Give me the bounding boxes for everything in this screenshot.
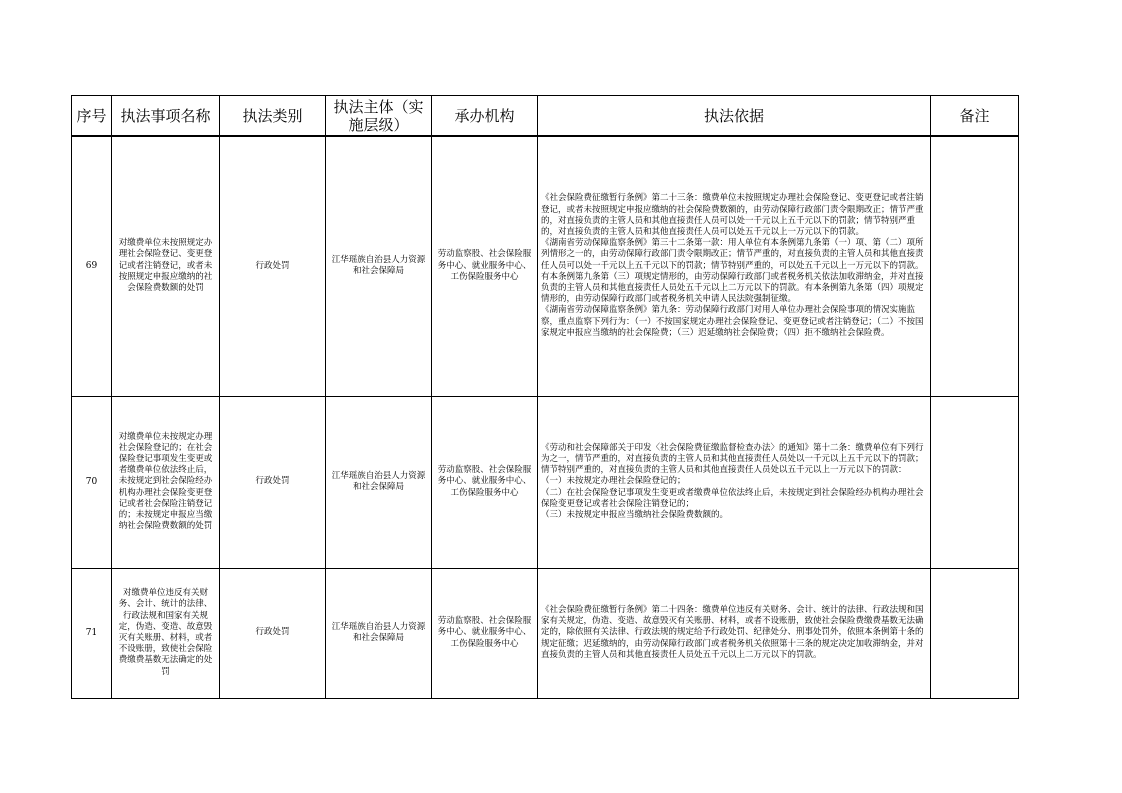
table-row — [72, 568, 1019, 698]
row-basis — [538, 568, 931, 698]
row-remarks — [931, 136, 1019, 396]
row-seq: 69 — [72, 136, 112, 396]
basis-paragraph: 《社会保险费征缴暂行条例》第二十四条：缴费单位违反有关财务、会计、统计的法律、行政法规和国家有关规定，伪造、变造、故意毁灭有关账册、材料，或者不设账册，致使社会保险费缴费基数无法确定的，除依照有关法律、行政法规的规定给予行政处罚、纪律处分、刑事处罚外，依照本条例第十条的规定征缴；迟延缴纳的，由劳动保障行政部门或者税务机关依照第十三条的规定决定加收滞纳金，并对直接负责的主管人员和其他直接责任人员处五千元以上二万元以下的罚款。 — [541, 604, 924, 660]
header-seq: 序号 — [72, 96, 112, 137]
row-subject: 江华瑶族自治县人力资源和社会保障局 — [326, 568, 432, 698]
row-seq: 71 — [72, 568, 112, 698]
header-category: 执法类别 — [220, 96, 326, 137]
row-category: 行政处罚 — [220, 568, 326, 698]
basis-paragraph: 《湖南省劳动保障监察条例》第九条：劳动保障行政部门对用人单位办理社会保险事项的情况实施监察，重点监察下列行为：（一）不按国家规定办理社会保险登记、变更登记或者注销登记；（二）不按国家规定申报应当缴纳的社会保险费；（三）迟延缴纳社会保险费；（四）拒不缴纳社会保险费。 — [541, 305, 924, 338]
header-name: 执法事项名称 — [112, 96, 220, 137]
row-agency: 劳动监察股、社会保险服务中心、就业服务中心、工伤保险服务中心 — [432, 136, 538, 396]
row-category: 行政处罚 — [220, 396, 326, 568]
basis-paragraph: 《湖南省劳动保障监察条例》第三十二条第一款：用人单位有本条例第九条第（一）项、第（二）项所列情形之一的，由劳动保障行政部门责令限期改正；情节严重的，对直接负责的主管人员和其他直接责任人员可以处一千元以上五千元以下的罚款；情节特别严重的，可以处五千元以上一万元以下的罚款。有本条例第九条第（三）项规定情形的，由劳动保障行政部门或者税务机关依法加收滞纳金，并对直接负责的主管人员和其他直接责任人员处五千元以上二万元以下的罚款。有本条例第九条第（四）项规定情形的，由劳动保障行政部门或者税务机关申请人民法院强制征缴。 — [541, 238, 924, 305]
table-row — [72, 396, 1019, 568]
row-item-name: 对缴费单位未按规定办理社会保险登记的；在社会保险登记事项发生变更或者缴费单位依法终止后，未按规定到社会保险经办机构办理社会保险变更登记或者社会保险注销登记的；未按规定申报应当缴纳社会保险费数额的处罚 — [112, 396, 220, 568]
table-header-row — [72, 96, 1019, 137]
row-seq: 70 — [72, 396, 112, 568]
row-item-name: 对缴费单位违反有关财务、会计、统计的法律、行政法规和国家有关规定，伪造、变造、故意毁灭有关账册、材料，或者不设账册，致使社会保险费缴费基数无法确定的处罚 — [112, 568, 220, 698]
row-agency: 劳动监察股、社会保险服务中心、就业服务中心、工伤保险服务中心 — [432, 568, 538, 698]
basis-paragraph: 《社会保险费征缴暂行条例》第二十三条：缴费单位未按照规定办理社会保险登记、变更登记或者注销登记，或者未按照规定申报应缴纳的社会保险费数额的，由劳动保障行政部门责令限期改正；情节严重的，对直接负责的主管人员和其他直接责任人员可以处一千元以上五千元以下的罚款；情节特别严重的，对直接负责的主管人员和其他直接责任人员可以处五千元以上一万元以下的罚款。 — [541, 193, 924, 238]
row-basis — [538, 136, 931, 396]
row-subject: 江华瑶族自治县人力资源和社会保障局 — [326, 396, 432, 568]
basis-paragraph: （三）未按规定申报应当缴纳社会保险费数额的。 — [541, 510, 729, 520]
basis-paragraph: （一）未按规定办理社会保险登记的； — [541, 476, 686, 487]
basis-paragraph: 《劳动和社会保障部关于印发〈社会保险费征缴监督检查办法〉的通知》第十二条：缴费单位有下列行为之一，情节严重的，对直接负责的主管人员和其他直接责任人员处以一千元以上五千元以下的罚款；情节特别严重的，对直接负责的主管人员和其他直接责任人员处以五千元以上一万元以下的罚款： — [541, 442, 924, 476]
row-subject: 江华瑶族自治县人力资源和社会保障局 — [326, 136, 432, 396]
row-category: 行政处罚 — [220, 136, 326, 396]
header-basis: 执法依据 — [538, 96, 931, 137]
header-agency: 承办机构 — [432, 96, 538, 137]
header-subject: 执法主体（实施层级） — [326, 96, 432, 137]
basis-paragraph: （二）在社会保险登记事项发生变更或者缴费单位依法终止后，未按规定到社会保险经办机构办理社会保险变更登记或者社会保险注销登记的； — [541, 487, 924, 509]
table-row — [72, 136, 1019, 396]
row-remarks — [931, 568, 1019, 698]
row-item-name: 对缴费单位未按照规定办理社会保险登记、变更登记或者注销登记，或者未按照规定申报应缴纳的社会保险费数额的处罚 — [112, 136, 220, 396]
row-basis — [538, 396, 931, 568]
enforcement-items-table — [71, 95, 1019, 699]
header-remarks: 备注 — [931, 96, 1019, 137]
row-remarks — [931, 396, 1019, 568]
row-agency: 劳动监察股、社会保险服务中心、就业服务中心、工伤保险服务中心 — [432, 396, 538, 568]
